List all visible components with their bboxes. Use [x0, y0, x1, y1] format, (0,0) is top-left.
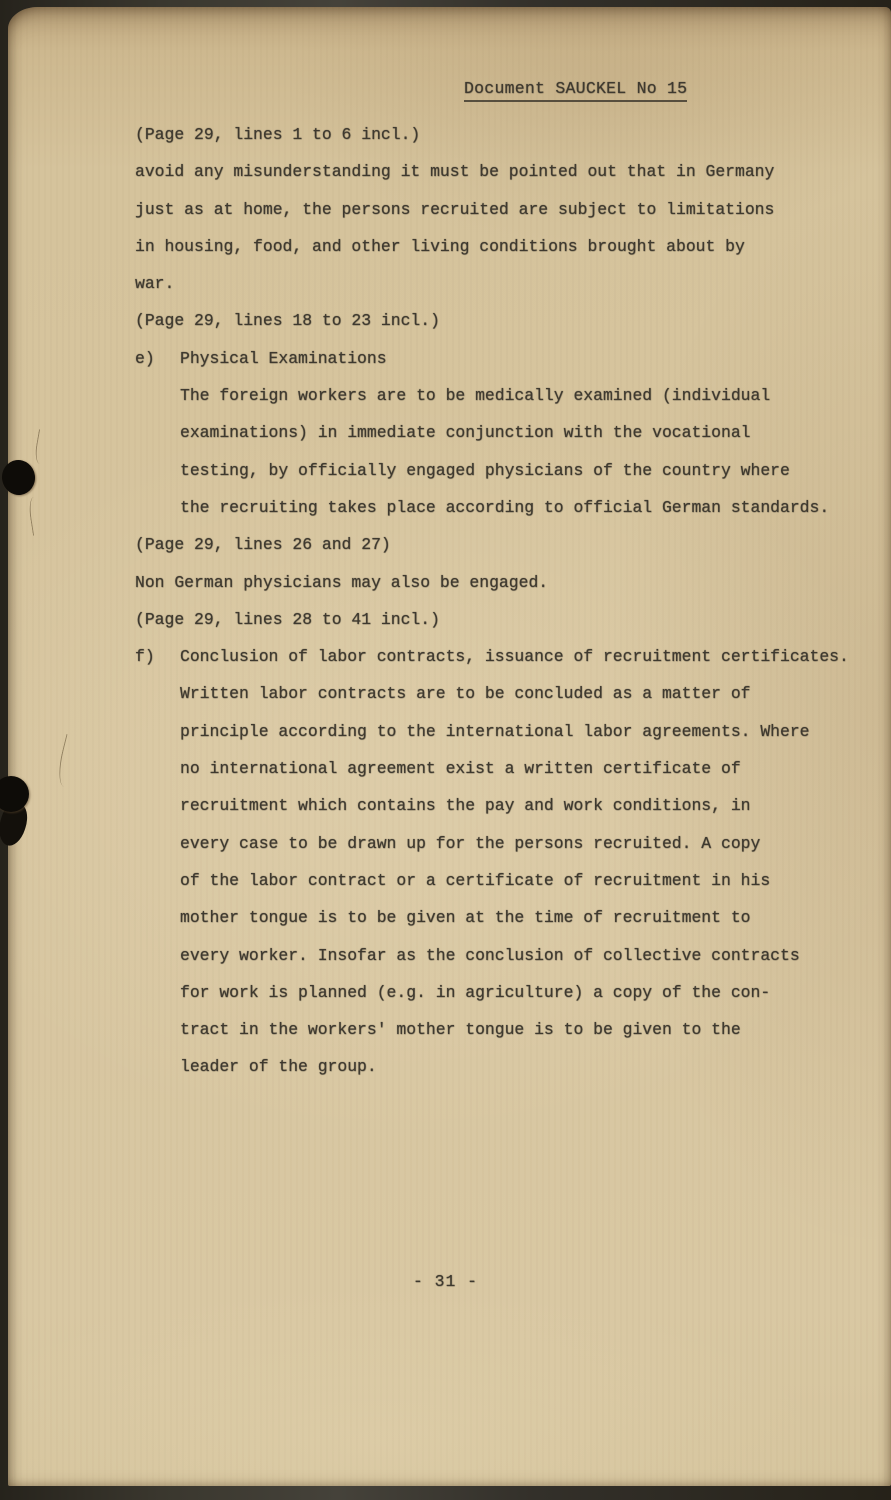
list-item-text: Physical Examinations [180, 348, 387, 368]
text-line: (Page 29, lines 26 and 27) [135, 535, 391, 555]
text-line: the recruiting takes place according to official German standards. [180, 497, 830, 517]
text-line: avoid any misunderstanding it must be pointed out that in Germany [135, 162, 775, 182]
text-line: principle according to the international labor agreements. Where [180, 721, 810, 741]
page-number: - 31 - [412, 1272, 479, 1291]
text-line: recruitment which contains the pay and work conditions, in [180, 796, 751, 816]
list-item-marker: e) [135, 348, 155, 368]
text-line: every case to be drawn up for the persons recruited. A copy [180, 833, 761, 853]
document-body [135, 116, 875, 1086]
text-line: Written labor contracts are to be concluded as a matter of [180, 684, 751, 704]
text-line: examinations) in immediate conjunction with the vocational [180, 423, 751, 443]
list-item-marker: f) [135, 647, 155, 667]
text-line [135, 340, 875, 377]
text-line: Non German physicians may also be engaged. [135, 572, 549, 592]
text-line: mother tongue is to be given at the time of recruitment to [180, 908, 751, 928]
text-line: tract in the workers' mother tongue is to be given to the [180, 1020, 741, 1040]
text-line: of the labor contract or a certificate of recruitment in his [180, 870, 771, 890]
text-line: (Page 29, lines 1 to 6 incl.) [135, 125, 421, 144]
text-line: for work is planned (e.g. in agriculture) a copy of the con- [180, 982, 771, 1002]
document-header-title: Document SAUCKEL No 15 [464, 79, 687, 102]
text-line: leader of the group. [180, 1057, 377, 1077]
text-line: testing, by officially engaged physicians of the country where [180, 460, 790, 480]
text-line [135, 638, 875, 675]
text-line: in housing, food, and other living conditions brought about by [135, 236, 745, 256]
text-line: just as at home, the persons recruited are subject to limitations [135, 199, 775, 219]
text-line: (Page 29, lines 28 to 41 incl.) [135, 609, 440, 629]
list-item-text: Conclusion of labor contracts, issuance of recruitment certificates. [180, 647, 849, 667]
text-line: no international agreement exist a written certificate of [180, 759, 741, 779]
text-line: war. [135, 274, 175, 294]
text-line: every worker. Insofar as the conclusion of collective contracts [180, 945, 800, 965]
text-line: The foreign workers are to be medically examined (individual [180, 386, 771, 406]
text-line: (Page 29, lines 18 to 23 incl.) [135, 311, 440, 331]
